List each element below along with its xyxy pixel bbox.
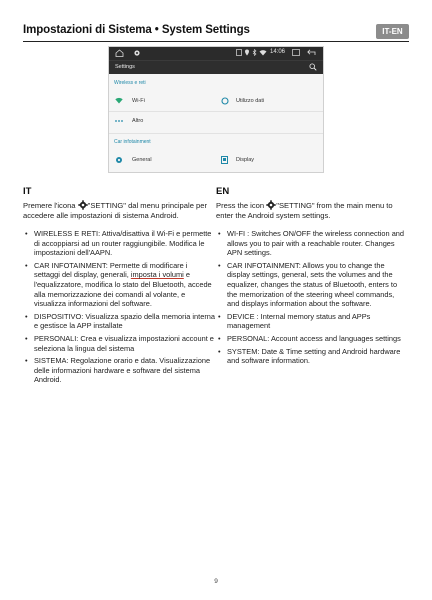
settings-item-general[interactable]: General <box>132 157 152 163</box>
screenshot-icon <box>236 49 242 56</box>
location-icon <box>244 49 250 56</box>
status-bar <box>109 47 323 60</box>
window-icon[interactable] <box>292 49 300 56</box>
list-item: • DEVICE : Internal memory status and APPs management <box>218 311 371 331</box>
bullet-list-en <box>216 229 408 366</box>
header-divider <box>23 41 409 42</box>
status-time: 14:06 <box>270 49 286 55</box>
settings-item-display[interactable]: Display <box>236 157 255 163</box>
section-divider <box>109 133 323 134</box>
intro-en-before: Press the icon <box>216 201 265 210</box>
app-bar <box>109 60 323 74</box>
column-english <box>216 186 408 369</box>
bluetooth-icon <box>252 49 257 56</box>
gear-icon <box>115 156 123 164</box>
settings-item-more[interactable]: Altro <box>132 118 144 124</box>
intro-en <box>216 200 408 221</box>
section-header-car-infotainment: Car infotainment <box>114 139 151 145</box>
list-item: • WIRELESS E RETI: Attiva/disattiva il Wi-Fi e permette di accoppiarsi ad un router raggiungibile. Modifica le impostazioni dell'AAPN. <box>25 229 212 258</box>
intro-it <box>23 200 215 221</box>
intro-it-after: "SETTING" dal menu principale per accedere alle impostazioni di sistema Android. <box>23 201 208 220</box>
gear-icon <box>266 200 276 210</box>
list-item: • WI-FI : Switches ON/OFF the wireless connection and allows you to pair with a reachable router. Changes APN settings. <box>218 229 405 258</box>
list-item: • PERSONAL: Account access and languages settings <box>218 333 401 343</box>
heading-en: EN <box>216 186 230 197</box>
list-item: • CAR INFOTAINMENT: Permette di modificare i settaggi del display, generali, imposta i volumi e l'equalizzatore, modifica lo stato del Bluetooth, accede alla memorizzazione dei comandi al volante, e visualizza informazioni del software. <box>25 260 212 309</box>
wifi-icon <box>115 97 123 104</box>
gear-icon <box>78 200 88 210</box>
row-divider <box>109 111 323 112</box>
list-item: • CAR INFOTAINMENT: Allows you to change the display settings, general, sets the volumes and the equalizer, changes the status of Bluetooth, enters to the memorization of the steering wheel commands, and displays information about the software. <box>218 260 398 309</box>
more-icon <box>115 119 123 123</box>
list-item: • SYSTEM: Date & Time setting and Android hardware and software information. <box>218 346 401 366</box>
language-badge: IT-EN <box>376 24 409 39</box>
app-bar-title: Settings <box>115 64 135 70</box>
wifi-status-icon <box>259 49 267 56</box>
gear-icon <box>133 49 141 57</box>
underlined-text: imposta i volumi <box>130 270 184 280</box>
list-item: • PERSONALI: Crea e visualizza impostazioni account e seleziona la lingua del sistema <box>25 333 214 353</box>
list-item: • SISTEMA: Regolazione orario e data. Visualizzazione delle informazioni hardware e software del sistema Android. <box>25 356 211 385</box>
heading-it: IT <box>23 186 32 197</box>
back-icon[interactable] <box>307 49 316 56</box>
settings-item-wifi[interactable]: Wi-Fi <box>132 98 145 104</box>
settings-item-data-usage[interactable]: Utilizzo dati <box>236 98 265 104</box>
page-number: 9 <box>214 578 218 585</box>
data-usage-icon <box>221 97 229 105</box>
section-header-wireless: Wireless e reti <box>114 80 146 86</box>
display-icon <box>221 156 228 164</box>
intro-it-before: Premere l'icona <box>23 201 76 210</box>
page-title: Impostazioni di Sistema • System Settings <box>23 24 250 36</box>
search-icon[interactable] <box>309 63 317 71</box>
intro-en-after: "SETTING" from the main menu to enter the Android system settings. <box>216 201 393 220</box>
bullet-list-it <box>23 229 215 385</box>
settings-screenshot <box>108 46 324 173</box>
home-icon <box>115 49 124 57</box>
list-item: • DISPOSITIVO: Visualizza spazio della memoria interna e gestisce la APP installate <box>25 311 216 331</box>
column-italian <box>23 186 215 388</box>
